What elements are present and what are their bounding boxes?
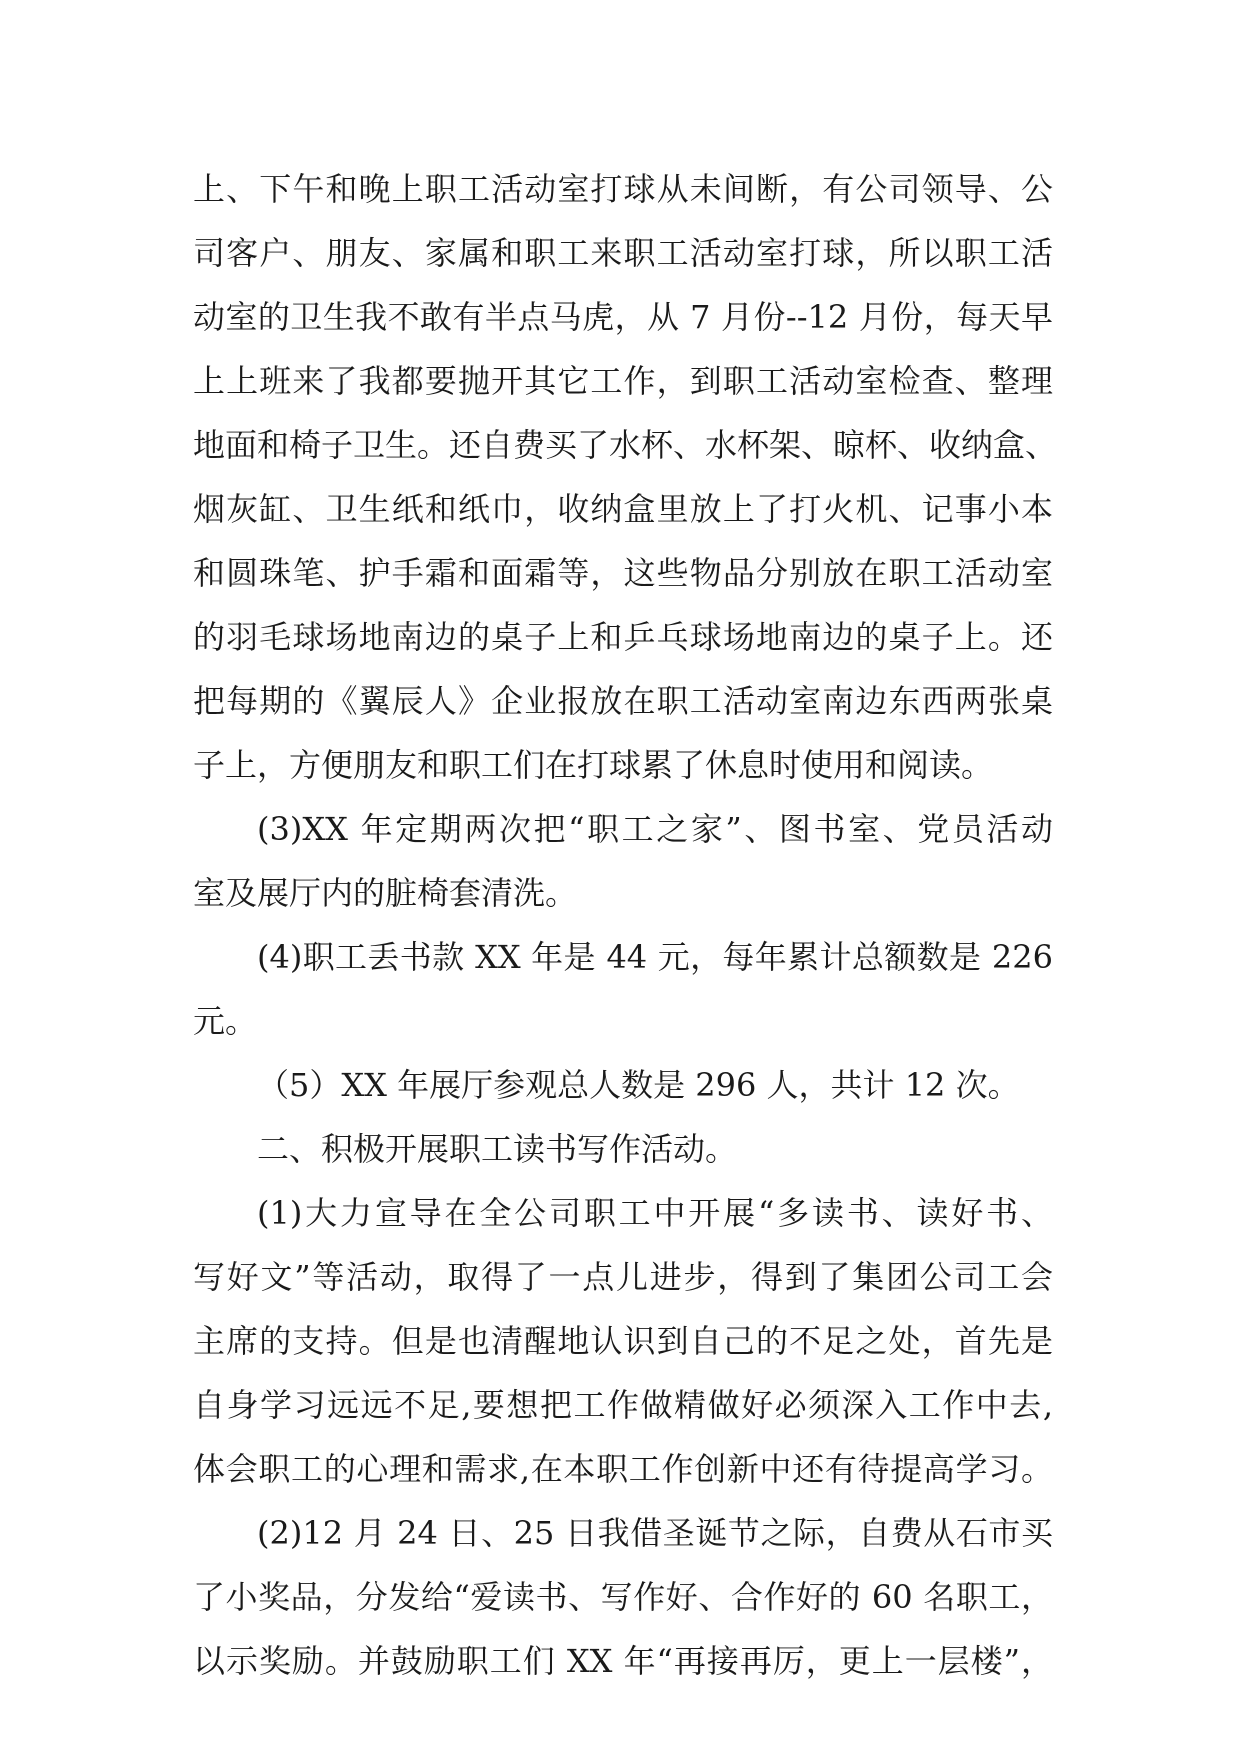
- text-line: (4)职工丢书款 XX 年是 44 元，每年累计总额数是 226: [257, 938, 1053, 976]
- text-line: 和圆珠笔、护手霜和面霜等，这些物品分别放在职工活动室: [193, 554, 1053, 592]
- text-line: 体会职工的心理和需求,在本职工作创新中还有待提高学习。: [193, 1450, 1053, 1488]
- text-line: 写好文”等活动，取得了一点儿进步，得到了集团公司工会: [193, 1258, 1053, 1296]
- text-line: 的羽毛球场地南边的桌子上和乒乓球场地南边的桌子上。还: [193, 618, 1053, 656]
- text-line: 了小奖品，分发给“爱读书、写作好、合作好的 60 名职工，: [193, 1578, 1053, 1616]
- text-line: 上、下午和晚上职工活动室打球从未间断，有公司领导、公: [193, 170, 1053, 208]
- text-line: 元。: [193, 1002, 258, 1040]
- text-line: (3)XX 年定期两次把“职工之家”、图书室、党员活动: [257, 810, 1053, 848]
- text-line: 上上班来了我都要抛开其它工作，到职工活动室检查、整理: [193, 362, 1053, 400]
- text-line: （5）XX 年展厅参观总人数是 296 人，共计 12 次。: [257, 1066, 1020, 1104]
- document-body: [193, 157, 1058, 1693]
- text-line: 自身学习远远不足,要想把工作做精做好必须深入工作中去,: [193, 1386, 1053, 1424]
- text-line: 把每期的《翼辰人》企业报放在职工活动室南边东西两张桌: [193, 682, 1053, 720]
- text-line: 动室的卫生我不敢有半点马虎，从 7 月份--12 月份，每天早: [193, 298, 1053, 336]
- text-line: 室及展厅内的脏椅套清洗。: [193, 874, 578, 912]
- text-line: 主席的支持。但是也清醒地认识到自己的不足之处，首先是: [193, 1322, 1053, 1360]
- text-line: 司客户、朋友、家属和职工来职工活动室打球，所以职工活: [193, 234, 1053, 272]
- text-line: 以示奖励。并鼓励职工们 XX 年“再接再厉，更上一层楼”，: [193, 1642, 1053, 1680]
- text-line: 二、积极开展职工读书写作活动。: [257, 1130, 738, 1168]
- text-line: 烟灰缸、卫生纸和纸巾，收纳盒里放上了打火机、记事小本: [193, 490, 1053, 528]
- text-line: 子上，方便朋友和职工们在打球累了休息时使用和阅读。: [193, 746, 994, 784]
- text-line: (2)12 月 24 日、25 日我借圣诞节之际，自费从石市买: [257, 1514, 1053, 1552]
- text-line: (1)大力宣导在全公司职工中开展“多读书、读好书、: [257, 1194, 1053, 1232]
- text-line: 地面和椅子卫生。还自费买了水杯、水杯架、晾杯、收纳盒、: [193, 426, 1058, 464]
